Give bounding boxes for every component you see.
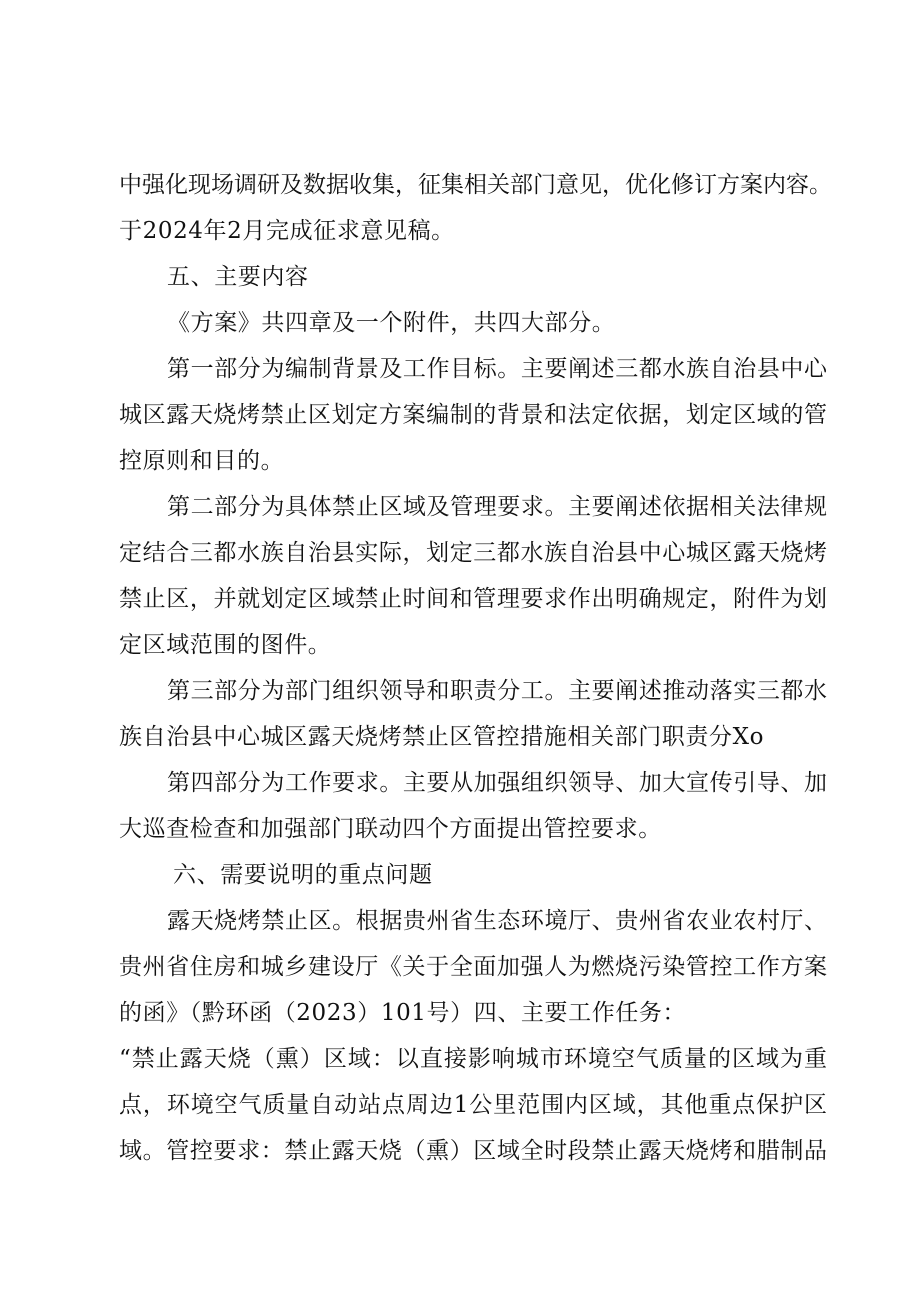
body-line-12: 第三部分为部门组织领导和职责分工。主要阐述推动落实三都水 <box>167 678 827 704</box>
body-line-2: 于2024年2月完成征求意见稿。 <box>119 218 455 244</box>
body-line-8: 第二部分为具体禁止区域及管理要求。主要阐述依据相关法律规 <box>167 494 827 520</box>
body-line-19: 的函》（黔环函（2023）101号）四、主要工作任务： <box>119 1000 687 1026</box>
body-line-6: 城区露天烧烤禁止区划定方案编制的背景和法定依据，划定区域的管 <box>119 402 827 428</box>
body-line-15: 大巡查检查和加强部门联动四个方面提出管控要求。 <box>119 816 662 842</box>
body-line-13: 族自治县中心城区露天烧烤禁止区管控措施相关部门职责分Xo <box>119 724 765 750</box>
body-line-4: 《方案》共四章及一个附件，共四大部分。 <box>167 310 616 336</box>
body-line-18: 贵州省住房和城乡建设厅《关于全面加强人为燃烧污染管控工作方案 <box>119 954 827 980</box>
body-line-11: 定区域范围的图件。 <box>119 632 332 658</box>
body-line-21: 点，环境空气质量自动站点周边1公里范围内区域，其他重点保护区 <box>119 1092 827 1118</box>
body-line-10: 禁止区，并就划定区域禁止时间和管理要求作出明确规定，附件为划 <box>119 586 827 612</box>
body-line-5: 第一部分为编制背景及工作目标。主要阐述三都水族自治县中心 <box>167 356 827 382</box>
body-line-22: 域。管控要求：禁止露天烧（熏）区域全时段禁止露天烧烤和腊制品 <box>119 1138 827 1164</box>
body-line-14: 第四部分为工作要求。主要从加强组织领导、加大宣传引导、加 <box>167 770 827 796</box>
body-line-17: 露天烧烤禁止区。根据贵州省生态环境厅、贵州省农业农村厅、 <box>167 908 827 934</box>
body-line-1: 中强化现场调研及数据收集，征集相关部门意见，优化修订方案内容。 <box>119 172 832 198</box>
body-line-9: 定结合三都水族自治县实际，划定三都水族自治县中心城区露天烧烤 <box>119 540 827 566</box>
section-heading-5: 五、主要内容 <box>167 264 309 290</box>
body-line-7: 控原则和目的。 <box>119 448 285 474</box>
section-heading-6: 六、需要说明的重点问题 <box>173 862 433 888</box>
body-line-20: “禁止露天烧（熏）区域：以直接影响城市环境空气质量的区域为重 <box>119 1046 827 1072</box>
